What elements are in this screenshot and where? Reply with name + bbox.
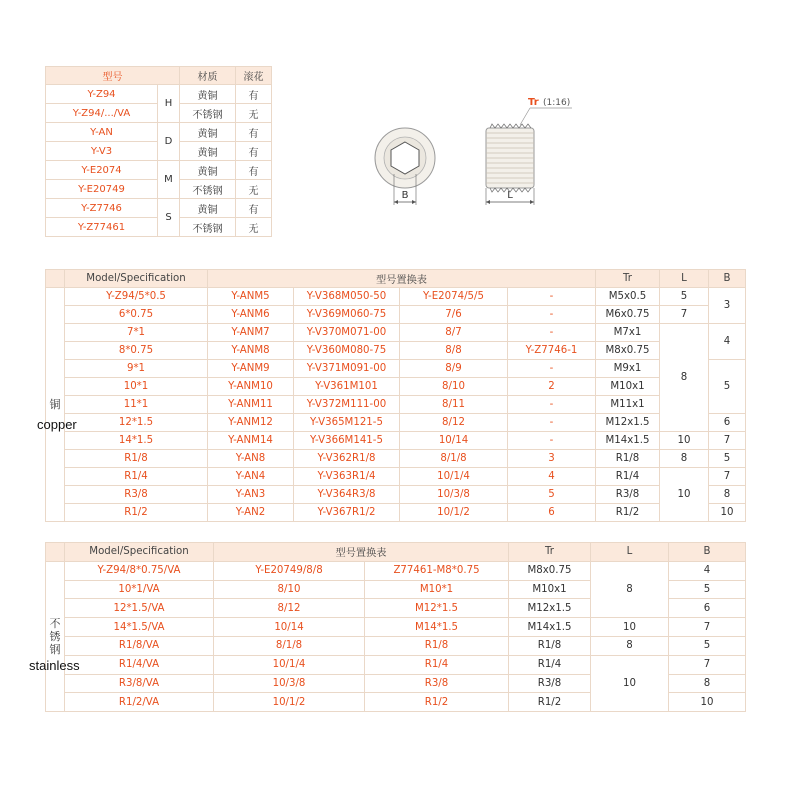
header-model-spec: Model/Specification (65, 543, 214, 562)
l-cell: 10 (660, 432, 709, 450)
cross-ref-cell: Y-ANM8 (208, 342, 294, 360)
table-row (46, 655, 746, 674)
cross-ref-cell: 8/1/8 (214, 636, 365, 655)
knurl-cell: 有 (236, 142, 272, 161)
group-letter: H (158, 85, 180, 123)
cross-ref-cell: Y-V365M121-5 (294, 414, 400, 432)
table-row (46, 378, 746, 396)
b-cell: 4 (709, 324, 746, 360)
cross-ref-cell: Y-ANM12 (208, 414, 294, 432)
table-row (46, 396, 746, 414)
b-cell: 8 (669, 674, 746, 693)
table-row (46, 342, 746, 360)
stainless-table (45, 542, 746, 712)
cross-ref-cell: Y-E20749/8/8 (214, 561, 365, 580)
tr-cell: M6x0.75 (596, 306, 660, 324)
material-cell: 黄铜 (180, 123, 236, 142)
stainless-en-label: stainless (29, 658, 80, 673)
tr-cell: M11x1 (596, 396, 660, 414)
cross-ref-cell: Z77461-M8*0.75 (365, 561, 509, 580)
cross-ref-cell: Y-V367R1/2 (294, 504, 400, 522)
knurl-cell: 无 (236, 180, 272, 199)
table-row (46, 85, 272, 104)
cross-ref-cell: 6 (508, 504, 596, 522)
cross-ref-cell: Y-ANM7 (208, 324, 294, 342)
model-cell: R1/8 (65, 450, 208, 468)
model-cell: 8*0.75 (65, 342, 208, 360)
b-cell: 5 (709, 450, 746, 468)
header-material: 材质 (180, 67, 236, 85)
b-cell: 8 (709, 486, 746, 504)
model-cell: 12*1.5/VA (65, 599, 214, 618)
side-header (46, 543, 65, 562)
model-cell: 12*1.5 (65, 414, 208, 432)
tr-ratio: (1:16) (543, 98, 571, 108)
header-model: 型号 (46, 67, 180, 85)
cross-ref-cell: 10/1/2 (400, 504, 508, 522)
table-row (46, 161, 272, 180)
cross-ref-cell: R1/8 (365, 636, 509, 655)
tr-cell: M12x1.5 (596, 414, 660, 432)
b-cell: 4 (669, 561, 746, 580)
table-row (46, 324, 746, 342)
cross-ref-cell: - (508, 432, 596, 450)
stainless-side-label (46, 561, 65, 711)
cross-ref-cell: Y-AN3 (208, 486, 294, 504)
cross-ref-cell: 7/6 (400, 306, 508, 324)
group-letter: S (158, 199, 180, 237)
plug-drawing (360, 88, 590, 208)
model-cell: Y-E2074 (46, 161, 158, 180)
knurl-cell: 有 (236, 85, 272, 104)
tr-label: Tr (528, 97, 539, 108)
cross-ref-cell: 8/1/8 (400, 450, 508, 468)
cross-ref-cell: Y-V360M080-75 (294, 342, 400, 360)
cross-ref-cell: 10/1/2 (214, 693, 365, 712)
table-row (46, 618, 746, 637)
header-l: L (660, 270, 709, 288)
cross-ref-cell: Y-ANM14 (208, 432, 294, 450)
model-cell: 11*1 (65, 396, 208, 414)
dim-l-label: L (507, 190, 513, 201)
header-tr: Tr (596, 270, 660, 288)
model-cell: Y-Z77461 (46, 218, 158, 237)
cross-ref-cell: - (508, 396, 596, 414)
b-cell: 10 (709, 504, 746, 522)
cross-ref-cell: Y-AN4 (208, 468, 294, 486)
cross-ref-cell: Y-ANM5 (208, 288, 294, 306)
l-cell: 5 (660, 288, 709, 306)
cross-ref-cell: 8/8 (400, 342, 508, 360)
cross-ref-cell: - (508, 414, 596, 432)
table-row (46, 360, 746, 378)
tr-cell: M5x0.5 (596, 288, 660, 306)
tr-cell: M8x0.75 (509, 561, 591, 580)
table-row (46, 504, 746, 522)
copper-table (45, 269, 746, 522)
table-row (46, 432, 746, 450)
cross-ref-cell: Y-Z7746-1 (508, 342, 596, 360)
model-cell: R1/4/VA (65, 655, 214, 674)
b-cell: 3 (709, 288, 746, 324)
b-cell: 6 (669, 599, 746, 618)
cross-ref-cell: 3 (508, 450, 596, 468)
cross-ref-cell: R3/8 (365, 674, 509, 693)
tr-cell: R1/4 (596, 468, 660, 486)
cross-ref-cell: Y-V363R1/4 (294, 468, 400, 486)
l-cell: 10 (591, 618, 669, 637)
cross-ref-cell: 8/10 (400, 378, 508, 396)
cross-ref-cell: Y-AN8 (208, 450, 294, 468)
side-label-cn: 钢 (49, 642, 61, 656)
cross-ref-cell: 2 (508, 378, 596, 396)
cross-ref-cell: Y-V366M141-5 (294, 432, 400, 450)
front-view (375, 128, 435, 205)
l-cell: 7 (660, 306, 709, 324)
l-cell: 10 (591, 655, 669, 711)
cross-ref-cell: - (508, 288, 596, 306)
material-cell: 不锈钢 (180, 104, 236, 123)
b-cell: 7 (669, 655, 746, 674)
tr-cell: R1/4 (509, 655, 591, 674)
cross-ref-cell: 10/3/8 (214, 674, 365, 693)
cross-ref-cell: M12*1.5 (365, 599, 509, 618)
table-row (46, 561, 746, 580)
tr-cell: M14x1.5 (509, 618, 591, 637)
cross-ref-cell: 8/12 (214, 599, 365, 618)
cross-ref-cell: Y-V372M111-00 (294, 396, 400, 414)
model-cell: R1/2 (65, 504, 208, 522)
knurl-cell: 有 (236, 199, 272, 218)
tr-cell: R1/8 (509, 636, 591, 655)
cross-ref-cell: Y-ANM11 (208, 396, 294, 414)
tr-cell: M14x1.5 (596, 432, 660, 450)
header-b: B (669, 543, 746, 562)
table-row (46, 468, 746, 486)
tr-cell: M10x1 (509, 580, 591, 599)
cross-ref-cell: 10/1/4 (214, 655, 365, 674)
material-table-header (46, 67, 272, 85)
side-header (46, 270, 65, 288)
model-cell: R1/8/VA (65, 636, 214, 655)
material-cell: 不锈钢 (180, 218, 236, 237)
tr-cell: R3/8 (509, 674, 591, 693)
tr-cell: R1/2 (596, 504, 660, 522)
cross-ref-cell: Y-V368M050-50 (294, 288, 400, 306)
cross-ref-cell: R1/2 (365, 693, 509, 712)
cross-ref-cell: 5 (508, 486, 596, 504)
l-cell: 8 (660, 450, 709, 468)
b-cell: 5 (669, 580, 746, 599)
stainless-table-header (46, 543, 746, 562)
tr-cell: M10x1 (596, 378, 660, 396)
cross-ref-cell: Y-V361M101 (294, 378, 400, 396)
cross-ref-cell: - (508, 306, 596, 324)
tr-cell: R1/8 (596, 450, 660, 468)
cross-ref-cell: M10*1 (365, 580, 509, 599)
group-letter: M (158, 161, 180, 199)
cross-ref-cell: 10/1/4 (400, 468, 508, 486)
knurl-cell: 无 (236, 104, 272, 123)
cross-ref-cell: Y-ANM10 (208, 378, 294, 396)
copper-en-label: copper (37, 417, 77, 432)
model-cell: Y-Z94/8*0.75/VA (65, 561, 214, 580)
tr-cell: M7x1 (596, 324, 660, 342)
header-cross-reference: 型号置换表 (214, 543, 509, 562)
knurl-cell: 有 (236, 161, 272, 180)
b-cell: 10 (669, 693, 746, 712)
cross-ref-cell: - (508, 360, 596, 378)
knurl-cell: 无 (236, 218, 272, 237)
cross-ref-cell: Y-ANM9 (208, 360, 294, 378)
cross-ref-cell: 8/11 (400, 396, 508, 414)
model-cell: Y-Z94/.../VA (46, 104, 158, 123)
dim-b-label: B (401, 190, 409, 201)
b-cell: 7 (669, 618, 746, 637)
model-cell: Y-E20749 (46, 180, 158, 199)
cross-ref-cell: 10/3/8 (400, 486, 508, 504)
model-cell: 10*1/VA (65, 580, 214, 599)
material-cell: 黄铜 (180, 161, 236, 180)
cross-ref-cell: 8/9 (400, 360, 508, 378)
cross-ref-cell: R1/4 (365, 655, 509, 674)
l-cell: 10 (660, 468, 709, 522)
header-l: L (591, 543, 669, 562)
l-cell: 8 (591, 561, 669, 617)
cross-ref-cell: Y-V370M071-00 (294, 324, 400, 342)
model-cell: Y-Z94/5*0.5 (65, 288, 208, 306)
table-row (46, 450, 746, 468)
cross-ref-cell: Y-V364R3/8 (294, 486, 400, 504)
cross-ref-cell: Y-E2074/5/5 (400, 288, 508, 306)
model-cell: R3/8/VA (65, 674, 214, 693)
header-tr: Tr (509, 543, 591, 562)
tr-cell: M12x1.5 (509, 599, 591, 618)
side-label-cn: 不 (49, 616, 61, 630)
cross-ref-cell: - (508, 324, 596, 342)
material-cell: 黄铜 (180, 85, 236, 104)
b-cell: 5 (709, 360, 746, 414)
material-cell: 不锈钢 (180, 180, 236, 199)
material-table (45, 66, 272, 237)
header-knurl: 滚花 (236, 67, 272, 85)
cross-ref-cell: 10/14 (400, 432, 508, 450)
cross-ref-cell: Y-V362R1/8 (294, 450, 400, 468)
b-cell: 7 (709, 468, 746, 486)
side-label-cn: 铜 (49, 398, 61, 411)
tr-cell: R1/2 (509, 693, 591, 712)
model-cell: 7*1 (65, 324, 208, 342)
table-row (46, 636, 746, 655)
b-cell: 5 (669, 636, 746, 655)
cross-ref-cell: M14*1.5 (365, 618, 509, 637)
model-cell: Y-V3 (46, 142, 158, 161)
table-row (46, 123, 272, 142)
cross-ref-cell: Y-V371M091-00 (294, 360, 400, 378)
cross-ref-cell: 8/7 (400, 324, 508, 342)
cross-ref-cell: Y-ANM6 (208, 306, 294, 324)
l-cell: 8 (591, 636, 669, 655)
model-cell: R1/2/VA (65, 693, 214, 712)
model-cell: Y-Z94 (46, 85, 158, 104)
copper-table-header (46, 270, 746, 288)
model-cell: 10*1 (65, 378, 208, 396)
header-model-spec: Model/Specification (65, 270, 208, 288)
header-cross-reference: 型号置换表 (208, 270, 596, 288)
model-cell: 6*0.75 (65, 306, 208, 324)
model-cell: 9*1 (65, 360, 208, 378)
cross-ref-cell: 8/12 (400, 414, 508, 432)
table-row (46, 288, 746, 306)
table-row (46, 199, 272, 218)
b-cell: 7 (709, 432, 746, 450)
model-cell: R3/8 (65, 486, 208, 504)
table-row (46, 306, 746, 324)
cross-ref-cell: 4 (508, 468, 596, 486)
side-label-cn: 锈 (49, 629, 61, 643)
b-cell: 6 (709, 414, 746, 432)
material-cell: 黄铜 (180, 199, 236, 218)
cross-ref-cell: 8/10 (214, 580, 365, 599)
cross-ref-cell: Y-V369M060-75 (294, 306, 400, 324)
tr-cell: M9x1 (596, 360, 660, 378)
table-row (46, 414, 746, 432)
material-cell: 黄铜 (180, 142, 236, 161)
l-cell: 8 (660, 324, 709, 432)
model-cell: Y-AN (46, 123, 158, 142)
model-cell: Y-Z7746 (46, 199, 158, 218)
model-cell: R1/4 (65, 468, 208, 486)
tr-cell: R3/8 (596, 486, 660, 504)
header-b: B (709, 270, 746, 288)
table-row (46, 486, 746, 504)
copper-side-label (46, 288, 65, 522)
knurl-cell: 有 (236, 123, 272, 142)
tr-cell: M8x0.75 (596, 342, 660, 360)
cross-ref-cell: 10/14 (214, 618, 365, 637)
cross-ref-cell: Y-AN2 (208, 504, 294, 522)
model-cell: 14*1.5 (65, 432, 208, 450)
group-letter: D (158, 123, 180, 161)
side-view (486, 97, 572, 205)
model-cell: 14*1.5/VA (65, 618, 214, 637)
